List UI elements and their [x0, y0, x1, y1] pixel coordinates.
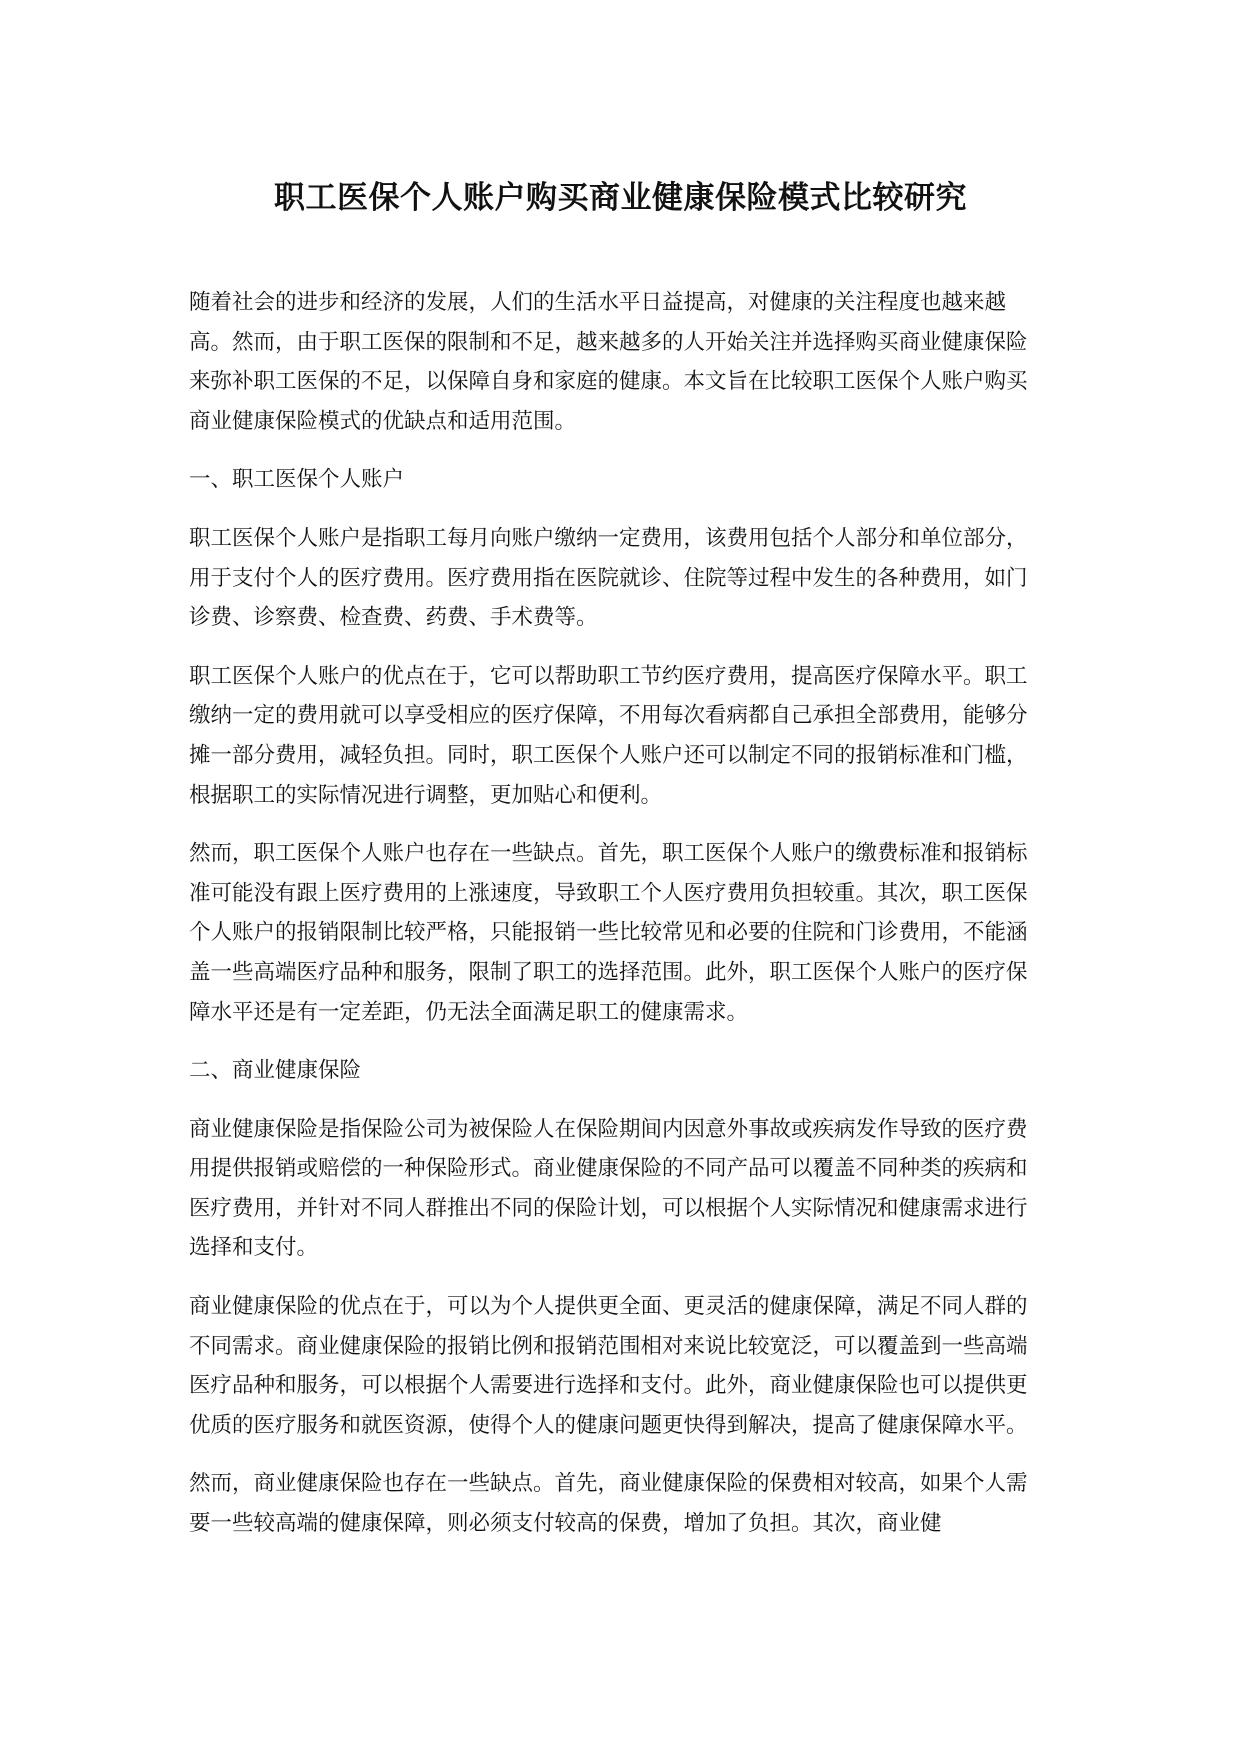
paragraph-account-advantages: 职工医保个人账户的优点在于，它可以帮助职工节约医疗费用，提高医疗保障水平。职工缴纳一定的费用就可以享受相应的医疗保障，不用每次看病都自己承担全部费用，能够分摊一部分费用，减轻负担。同时，职工医保个人账户还可以制定不同的报销标准和门槛，根据职工的实际情况进行调整，更加贴心和便利。 [189, 663, 1028, 808]
paragraph-account-definition: 职工医保个人账户是指职工每月向账户缴纳一定费用，该费用包括个人部分和单位部分，用于支付个人的医疗费用。医疗费用指在医院就诊、住院等过程中发生的各种费用，如门诊费、诊察费、检查费、药费、手术费等。 [189, 525, 1028, 631]
section-heading-1: 一、职工医保个人账户 [189, 467, 405, 493]
document-body [189, 283, 1041, 1563]
section-heading-2: 二、商业健康保险 [189, 1058, 362, 1084]
paragraph-insurance-advantages: 商业健康保险的优点在于，可以为个人提供更全面、更灵活的健康保障，满足不同人群的不同需求。商业健康保险的报销比例和报销范围相对来说比较宽泛，可以覆盖到一些高端医疗品种和服务，可以根据个人需要进行选择和支付。此外，商业健康保险也可以提供更优质的医疗服务和就医资源，使得个人的健康问题更快得到解决，提高了健康保障水平。 [189, 1294, 1028, 1438]
paragraph-insurance-definition: 商业健康保险是指保险公司为被保险人在保险期间内因意外事故或疾病发作导致的医疗费用提供报销或赔偿的一种保险形式。商业健康保险的不同产品可以覆盖不同种类的疾病和医疗费用，并针对不同人群推出不同的保险计划，可以根据个人实际情况和健康需求进行选择和支付。 [189, 1116, 1028, 1261]
paragraph-intro: 随着社会的进步和经济的发展，人们的生活水平日益提高，对健康的关注程度也越来越高。然而，由于职工医保的限制和不足，越来越多的人开始关注并选择购买商业健康保险来弥补职工医保的不足，以保障自身和家庭的健康。本文旨在比较职工医保个人账户购买商业健康保险模式的优缺点和适用范围。 [189, 290, 1028, 434]
document-title: 职工医保个人账户购买商业健康保险模式比较研究 [274, 180, 967, 216]
paragraph-account-disadvantages: 然而，职工医保个人账户也存在一些缺点。首先，职工医保个人账户的缴费标准和报销标准可能没有跟上医疗费用的上涨速度，导致职工个人医疗费用负担较重。其次，职工医保个人账户的报销限制比较严格，只能报销一些比较常见和必要的住院和门诊费用，不能涵盖一些高端医疗品种和服务，限制了职工的选择范围。此外，职工医保个人账户的医疗保障水平还是有一定差距，仍无法全面满足职工的健康需求。 [189, 841, 1028, 1025]
paragraph-insurance-disadvantages: 然而，商业健康保险也存在一些缺点。首先，商业健康保险的保费相对较高，如果个人需要一些较高端的健康保障，则必须支付较高的保费，增加了负担。其次，商业健 [189, 1471, 1028, 1537]
